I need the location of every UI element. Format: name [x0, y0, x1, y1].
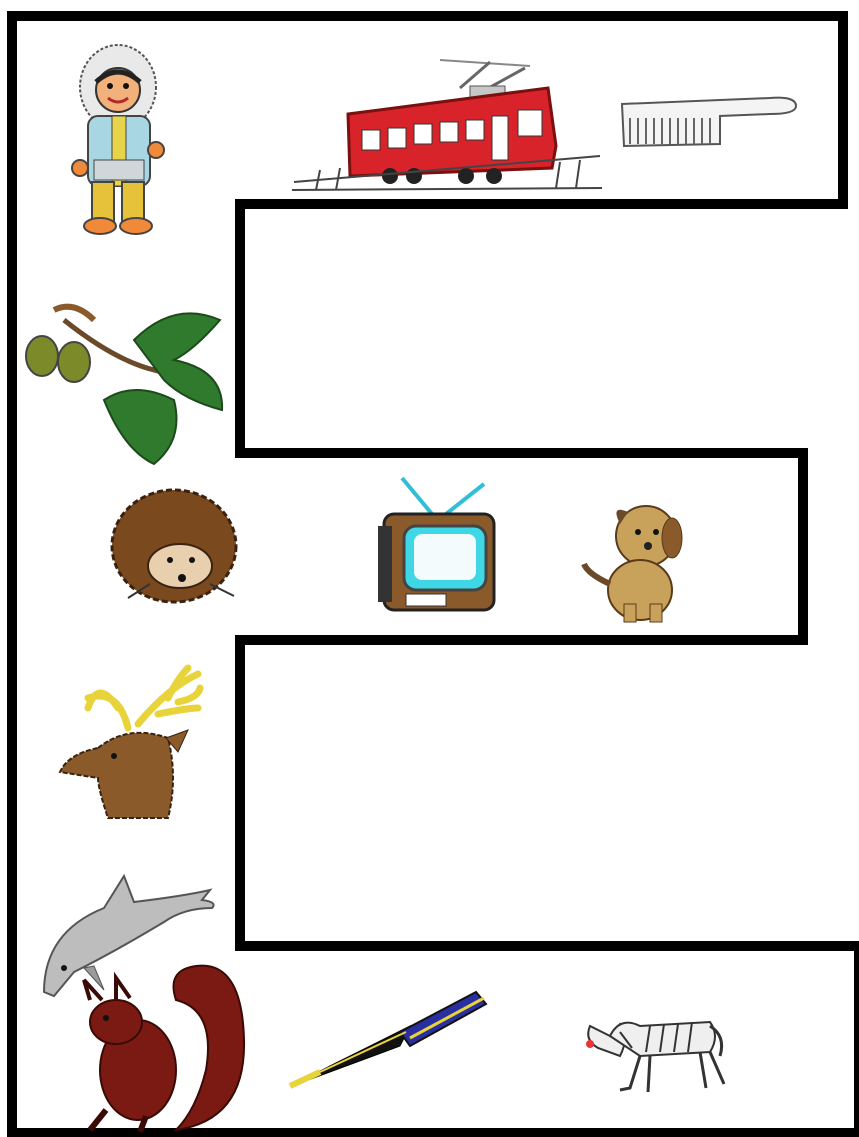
gooseberry-branch-icon: [26, 307, 222, 464]
squirrel-icon: [84, 966, 244, 1132]
deer-head-icon: [60, 668, 200, 818]
zebra-icon: [586, 1022, 724, 1092]
hedgehog-icon: [112, 490, 236, 602]
fountain-pen-icon: [290, 992, 486, 1086]
eskimo-child-icon: [72, 45, 164, 234]
puppy-icon: [584, 506, 682, 622]
comb-icon: [622, 98, 796, 146]
red-trolleybus-icon: [292, 60, 602, 190]
television-icon: [378, 478, 494, 610]
